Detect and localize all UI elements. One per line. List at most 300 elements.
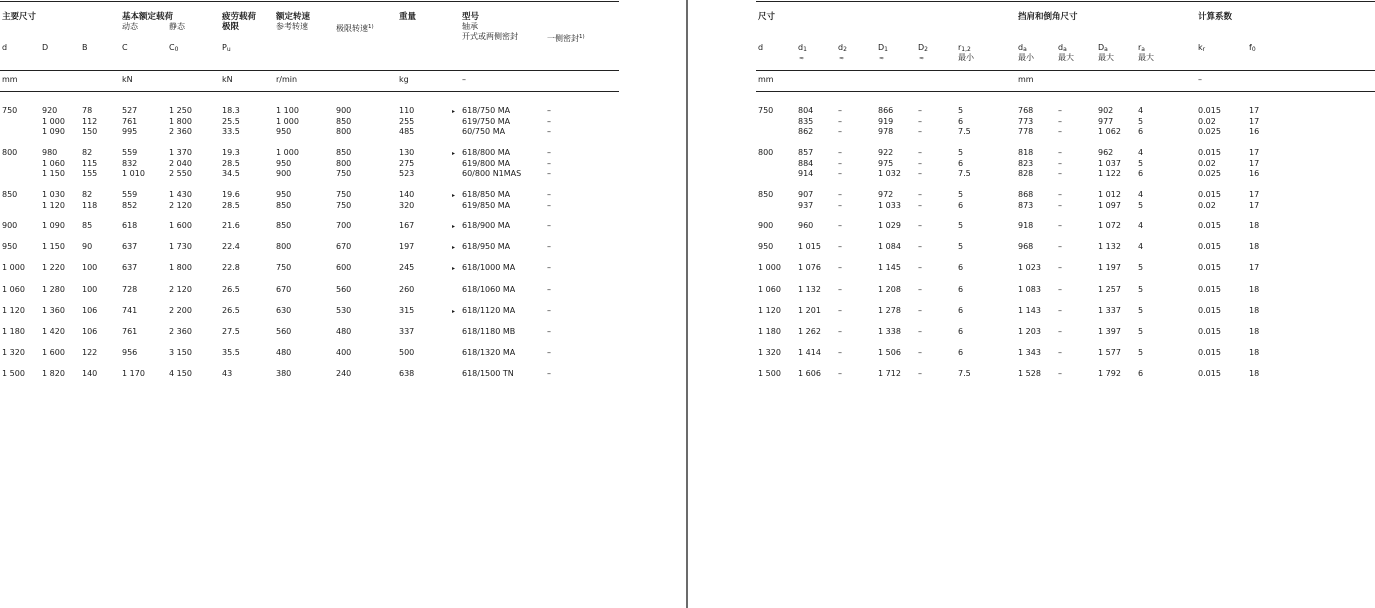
cell-d: 1 000	[2, 263, 25, 272]
arrow-icon: ▸	[452, 108, 456, 115]
cell-kg: 260	[399, 285, 415, 294]
cell-r12: 5 6 7.5	[958, 106, 971, 136]
cell-d2: –	[918, 348, 922, 357]
cell-d2: –	[838, 348, 842, 357]
cell-kr: 0.015	[1198, 306, 1221, 315]
cell-da-min: 1 203	[1018, 327, 1041, 336]
cell-kg: 140 320	[399, 190, 415, 210]
cell-one: –	[547, 221, 551, 230]
cell-lim: 670	[336, 242, 352, 251]
cell-r12: 7.5	[958, 369, 971, 378]
cell-d: 1 090	[42, 221, 65, 230]
col-d: d	[2, 43, 8, 52]
cell-f0: 18	[1249, 348, 1260, 357]
cell-d: 1 060	[2, 285, 25, 294]
cell-pu: 21.6	[222, 221, 240, 230]
cell-r12: 6	[958, 327, 964, 336]
cell-da-min: 1 143	[1018, 306, 1041, 315]
cell-kr: 0.015 0.02	[1198, 190, 1221, 210]
cell-c0: 1 430 2 120	[169, 190, 192, 210]
cell-r12: 6	[958, 348, 964, 357]
cell-b: 78 112 150	[82, 106, 98, 136]
col-D: D	[42, 43, 49, 52]
cell-des: 618/950 MA	[462, 242, 511, 251]
cell-des: 618/750 MA 619/750 MA 60/750 MA	[462, 106, 511, 136]
cell-da-max: 1 072	[1098, 221, 1121, 230]
cell-da-min: 768 773 778	[1018, 106, 1034, 136]
unit-mm: mm	[2, 75, 18, 84]
cell-d2: –	[838, 285, 842, 294]
cell-f0: 17	[1249, 263, 1260, 272]
unit-kg: kg	[399, 75, 409, 84]
cell-d: 1 320	[2, 348, 25, 357]
cell-c0: 3 150	[169, 348, 192, 357]
unit-dash: –	[1198, 75, 1202, 84]
units-rule	[756, 91, 1375, 92]
cell-pu: 19.6 28.5	[222, 190, 240, 210]
cell-r12: 5 6 7.5	[958, 148, 971, 178]
cell-d2: –	[918, 327, 922, 336]
cell-pu: 18.3 25.5 33.5	[222, 106, 240, 136]
unit-kN-load: kN	[122, 75, 133, 84]
label-da-max: 最大	[1058, 53, 1074, 62]
cell-c: 637	[122, 263, 138, 272]
cell-ref: 630	[276, 306, 292, 315]
cell-one: –	[547, 348, 551, 357]
cell-lim: 700	[336, 221, 352, 230]
col-D2: D2	[918, 43, 928, 53]
cell-c0: 1 600	[169, 221, 192, 230]
cell-r12: 6	[958, 306, 964, 315]
cell-d1: 972 1 033	[878, 190, 901, 210]
arrow-icon: ▸	[452, 192, 456, 199]
cell-d: 1 000	[758, 263, 781, 272]
cell-pu: 19.3 28.5 34.5	[222, 148, 240, 178]
cell-d2: – – –	[838, 148, 842, 178]
cell-des: 618/900 MA	[462, 221, 511, 230]
cell-kr: 0.015	[1198, 327, 1221, 336]
cell-da-max: 1 257	[1098, 285, 1121, 294]
cell-da-max: –	[1058, 327, 1062, 336]
label-limit-speed: 极限转速$^{1)}$	[336, 24, 374, 33]
cell-d1: 1 145	[878, 263, 901, 272]
cell-d2: –	[838, 306, 842, 315]
col-Da-max: Da	[1098, 43, 1108, 53]
cell-b: 106	[82, 306, 98, 315]
cell-one: –	[547, 369, 551, 378]
cell-d2: – – –	[838, 106, 842, 136]
cell-lim: 240	[336, 369, 352, 378]
group-main-dims: 主要尺寸	[2, 12, 37, 22]
cell-lim: 750 750	[336, 190, 352, 210]
cell-d1: 1 132	[798, 285, 821, 294]
cell-d2: –	[838, 263, 842, 272]
cell-d1: 866 919 978	[878, 106, 894, 136]
cell-d2: –	[838, 327, 842, 336]
cell-d: 900	[758, 221, 774, 230]
col-d2: d2	[838, 43, 847, 53]
cell-d2: – – –	[918, 148, 922, 178]
cell-b: 106	[82, 327, 98, 336]
cell-ref: 560	[276, 327, 292, 336]
cell-da-max: 962 1 037 1 122	[1098, 148, 1121, 178]
cell-d2: –	[918, 221, 922, 230]
cell-c0: 1 370 2 040 2 550	[169, 148, 192, 178]
cell-ra-max: 5	[1138, 327, 1144, 336]
cell-one: – – –	[547, 106, 551, 136]
col-ra-max: ra	[1138, 43, 1145, 53]
cell-one: –	[547, 263, 551, 272]
label-bearing: 轴承	[462, 22, 478, 31]
cell-f0: 18	[1249, 221, 1260, 230]
top-rule	[756, 1, 1375, 2]
arrow-icon: ▸	[452, 244, 456, 251]
cell-d1: 1 262	[798, 327, 821, 336]
cell-ref: 1 000 950 900	[276, 148, 299, 178]
cell-da-min: 1 528	[1018, 369, 1041, 378]
cell-lim: 850 800 750	[336, 148, 352, 178]
cell-pu: 26.5	[222, 285, 240, 294]
cell-c0: 1 800	[169, 263, 192, 272]
col-f0: f0	[1249, 43, 1256, 53]
cell-d: 850	[758, 190, 774, 199]
col-C0: C0	[169, 43, 179, 53]
cell-lim: 600	[336, 263, 352, 272]
cell-des: 618/1120 MA	[462, 306, 516, 315]
cell-ref: 850	[276, 221, 292, 230]
cell-d1: 907 937	[798, 190, 814, 210]
col-d: d	[758, 43, 764, 52]
right-table	[756, 0, 1375, 608]
header-rule	[0, 70, 619, 71]
approx-D2: ≈	[919, 55, 925, 62]
cell-pu: 22.8	[222, 263, 240, 272]
cell-d1: 1 278	[878, 306, 901, 315]
group-designation: 型号	[462, 12, 480, 22]
cell-b: 90	[82, 242, 93, 251]
group-factors: 计算系数	[1198, 12, 1233, 22]
cell-d: 1 280	[42, 285, 65, 294]
cell-f0: 18	[1249, 285, 1260, 294]
cell-c: 559 852	[122, 190, 138, 210]
cell-d: 900	[2, 221, 18, 230]
cell-ref: 380	[276, 369, 292, 378]
cell-b: 82 115 155	[82, 148, 98, 178]
cell-lim: 530	[336, 306, 352, 315]
cell-da-max: –	[1058, 306, 1062, 315]
cell-da-max: 1 132	[1098, 242, 1121, 251]
cell-pu: 43	[222, 369, 233, 378]
cell-pu: 27.5	[222, 327, 240, 336]
cell-r12: 6	[958, 263, 964, 272]
group-dims: 尺寸	[758, 12, 776, 22]
cell-d: 1 320	[758, 348, 781, 357]
cell-ref: 480	[276, 348, 292, 357]
cell-d: 920 1 000 1 090	[42, 106, 65, 136]
group-fatigue: 疲劳载荷	[222, 12, 257, 22]
cell-da-max: 1 577	[1098, 348, 1121, 357]
cell-des: 618/800 MA 619/800 MA 60/800 N1MAS	[462, 148, 522, 178]
cell-kr: 0.015	[1198, 369, 1221, 378]
cell-d: 1 150	[42, 242, 65, 251]
cell-lim: 480	[336, 327, 352, 336]
approx-D1: ≈	[879, 55, 885, 62]
cell-da-max: 1 197	[1098, 263, 1121, 272]
label-dynamic: 动态	[122, 22, 138, 31]
cell-r12: 5	[958, 242, 964, 251]
cell-ref: 670	[276, 285, 292, 294]
cell-da-max: 1 012 1 097	[1098, 190, 1121, 210]
cell-b: 122	[82, 348, 98, 357]
cell-d: 1 180	[758, 327, 781, 336]
cell-d1: 1 201	[798, 306, 821, 315]
cell-ra-max: 4 5 6	[1138, 148, 1144, 178]
cell-kg: 500	[399, 348, 415, 357]
cell-d: 1 500	[2, 369, 25, 378]
cell-d: 800	[2, 148, 18, 157]
cell-d1: 1 084	[878, 242, 901, 251]
col-Pu: Pu	[222, 43, 231, 53]
cell-d1: 1 208	[878, 285, 901, 294]
cell-b: 100	[82, 263, 98, 272]
cell-d: 1 820	[42, 369, 65, 378]
label-ref-speed: 参考转速	[276, 22, 308, 31]
arrow-icon: ▸	[452, 308, 456, 315]
cell-ra-max: 5	[1138, 285, 1144, 294]
cell-one: –	[547, 242, 551, 251]
cell-kg: 245	[399, 263, 415, 272]
cell-d1: 922 975 1 032	[878, 148, 901, 178]
cell-c: 761	[122, 327, 138, 336]
cell-one: –	[547, 285, 551, 294]
col-r12: r1,2	[958, 43, 971, 53]
col-B: B	[82, 43, 88, 52]
cell-b: 140	[82, 369, 98, 378]
arrow-icon: ▸	[452, 150, 456, 157]
cell-des: 618/1060 MA	[462, 285, 516, 294]
cell-da-max: – – –	[1058, 148, 1062, 178]
header-rule	[756, 70, 1375, 71]
cell-d1: 857 884 914	[798, 148, 814, 178]
cell-d: 750	[758, 106, 774, 115]
cell-d1: 1 606	[798, 369, 821, 378]
cell-des: 618/1180 MB	[462, 327, 516, 336]
cell-c: 637	[122, 242, 138, 251]
group-fatigue-2: 极限	[222, 22, 240, 32]
cell-f0: 18	[1249, 242, 1260, 251]
col-C: C	[122, 43, 128, 52]
cell-da-max: –	[1058, 369, 1062, 378]
cell-kr: 0.015 0.02 0.025	[1198, 106, 1221, 136]
cell-d: 1 600	[42, 348, 65, 357]
cell-da-max: – – –	[1058, 106, 1062, 136]
cell-lim: 900 850 800	[336, 106, 352, 136]
cell-c: 956	[122, 348, 138, 357]
label-r12-min: 最小	[958, 53, 974, 62]
cell-ra-max: 5	[1138, 348, 1144, 357]
cell-b: 82 118	[82, 190, 98, 210]
cell-f0: 18	[1249, 369, 1260, 378]
cell-r12: 6	[958, 285, 964, 294]
unit-dash: –	[462, 75, 466, 84]
cell-d2: –	[918, 306, 922, 315]
cell-d: 1 180	[2, 327, 25, 336]
cell-ra-max: 4 5 6	[1138, 106, 1144, 136]
cell-d: 1 030 1 120	[42, 190, 65, 210]
cell-da-max: – –	[1058, 190, 1062, 210]
cell-one: – – –	[547, 148, 551, 178]
cell-c: 728	[122, 285, 138, 294]
cell-d: 850	[2, 190, 18, 199]
cell-kg: 638	[399, 369, 415, 378]
cell-c: 618	[122, 221, 138, 230]
cell-d: 1 120	[2, 306, 25, 315]
cell-d: 1 500	[758, 369, 781, 378]
col-da-min: da	[1018, 43, 1027, 53]
cell-d: 1 060	[758, 285, 781, 294]
cell-d2: –	[918, 369, 922, 378]
cell-c0: 2 200	[169, 306, 192, 315]
cell-ra-max: 6	[1138, 369, 1144, 378]
cell-des: 618/1320 MA	[462, 348, 516, 357]
cell-da-min: 1 343	[1018, 348, 1041, 357]
page-divider	[686, 0, 688, 608]
cell-d1: 1 712	[878, 369, 901, 378]
cell-da-min: 918	[1018, 221, 1034, 230]
cell-d: 980 1 060 1 150	[42, 148, 65, 178]
label-ra-max: 最大	[1138, 53, 1154, 62]
cell-d2: –	[918, 263, 922, 272]
cell-pu: 22.4	[222, 242, 240, 251]
cell-r12: 5	[958, 221, 964, 230]
cell-lim: 400	[336, 348, 352, 357]
cell-d1: 1 338	[878, 327, 901, 336]
cell-ra-max: 5	[1138, 306, 1144, 315]
cell-d2: –	[838, 221, 842, 230]
label-one-side-sealed: 一侧密封$^{1)}$	[547, 34, 585, 43]
cell-f0: 17 17 16	[1249, 106, 1260, 136]
cell-d: 950	[2, 242, 18, 251]
cell-kg: 167	[399, 221, 415, 230]
cell-d: 750	[2, 106, 18, 115]
cell-d1: 1 015	[798, 242, 821, 251]
cell-da-max: 1 397	[1098, 327, 1121, 336]
col-D1: D1	[878, 43, 888, 53]
cell-pu: 26.5	[222, 306, 240, 315]
cell-kg: 197	[399, 242, 415, 251]
cell-des: 618/850 MA 619/850 MA	[462, 190, 511, 210]
cell-da-min: 968	[1018, 242, 1034, 251]
cell-d2: – –	[918, 190, 922, 210]
label-open-or-sealed: 开式或两侧密封	[462, 32, 518, 41]
cell-c: 741	[122, 306, 138, 315]
cell-b: 100	[82, 285, 98, 294]
cell-kr: 0.015	[1198, 221, 1221, 230]
cell-pu: 35.5	[222, 348, 240, 357]
units-rule	[0, 91, 619, 92]
cell-f0: 17 17	[1249, 190, 1260, 210]
group-weight: 重量	[399, 12, 417, 22]
cell-kg: 315	[399, 306, 415, 315]
cell-da-min: 818 823 828	[1018, 148, 1034, 178]
col-da-max: da	[1058, 43, 1067, 53]
cell-one: –	[547, 327, 551, 336]
unit-mm: mm	[758, 75, 774, 84]
approx-d1: ≈	[799, 55, 805, 62]
cell-kr: 0.015	[1198, 242, 1221, 251]
cell-ra-max: 4 5	[1138, 190, 1144, 210]
cell-one: –	[547, 306, 551, 315]
cell-da-min: 1 083	[1018, 285, 1041, 294]
cell-da-max: –	[1058, 263, 1062, 272]
cell-d2: – – –	[918, 106, 922, 136]
cell-ref: 1 100 1 000 950	[276, 106, 299, 136]
cell-d2: – –	[838, 190, 842, 210]
left-table	[0, 0, 619, 608]
cell-des: 618/1500 TN	[462, 369, 514, 378]
cell-kg: 110 255 485	[399, 106, 415, 136]
cell-da-min: 1 023	[1018, 263, 1041, 272]
col-kr: kr	[1198, 43, 1206, 53]
cell-d2: –	[918, 285, 922, 294]
cell-da-max: –	[1058, 221, 1062, 230]
cell-c: 559 832 1 010	[122, 148, 145, 178]
cell-d1: 1 029	[878, 221, 901, 230]
cell-ra-max: 4	[1138, 242, 1144, 251]
cell-d: 1 120	[758, 306, 781, 315]
cell-d1: 960	[798, 221, 814, 230]
label-da-min: 最小	[1018, 53, 1034, 62]
cell-ref: 750	[276, 263, 292, 272]
cell-d2: –	[838, 242, 842, 251]
cell-da-max: 1 792	[1098, 369, 1121, 378]
cell-ref: 800	[276, 242, 292, 251]
group-abutment: 挡肩和倒角尺寸	[1018, 12, 1078, 22]
cell-f0: 18	[1249, 306, 1260, 315]
cell-c0: 1 730	[169, 242, 192, 251]
col-d1: d1	[798, 43, 807, 53]
cell-lim: 560	[336, 285, 352, 294]
cell-da-max: –	[1058, 285, 1062, 294]
cell-d1: 1 506	[878, 348, 901, 357]
top-rule	[0, 1, 619, 2]
cell-f0: 18	[1249, 327, 1260, 336]
cell-d: 1 220	[42, 263, 65, 272]
cell-da-max: 902 977 1 062	[1098, 106, 1121, 136]
cell-d1: 804 835 862	[798, 106, 814, 136]
cell-c0: 1 250 1 800 2 360	[169, 106, 192, 136]
cell-kr: 0.015	[1198, 348, 1221, 357]
cell-kg: 130 275 523	[399, 148, 415, 178]
unit-rpm: r/min	[276, 75, 298, 84]
cell-one: – –	[547, 190, 551, 210]
cell-ra-max: 5	[1138, 263, 1144, 272]
cell-d2: –	[838, 369, 842, 378]
unit-mm-abutment: mm	[1018, 75, 1034, 84]
cell-c0: 2 360	[169, 327, 192, 336]
cell-kr: 0.015	[1198, 285, 1221, 294]
group-basic-load: 基本额定载荷	[122, 12, 174, 22]
cell-d: 1 420	[42, 327, 65, 336]
cell-r12: 5 6	[958, 190, 964, 210]
approx-d2: ≈	[839, 55, 845, 62]
cell-c0: 4 150	[169, 369, 192, 378]
cell-des: 618/1000 MA	[462, 263, 516, 272]
cell-ref: 950 850	[276, 190, 292, 210]
cell-d: 1 360	[42, 306, 65, 315]
cell-kr: 0.015	[1198, 263, 1221, 272]
cell-ra-max: 4	[1138, 221, 1144, 230]
